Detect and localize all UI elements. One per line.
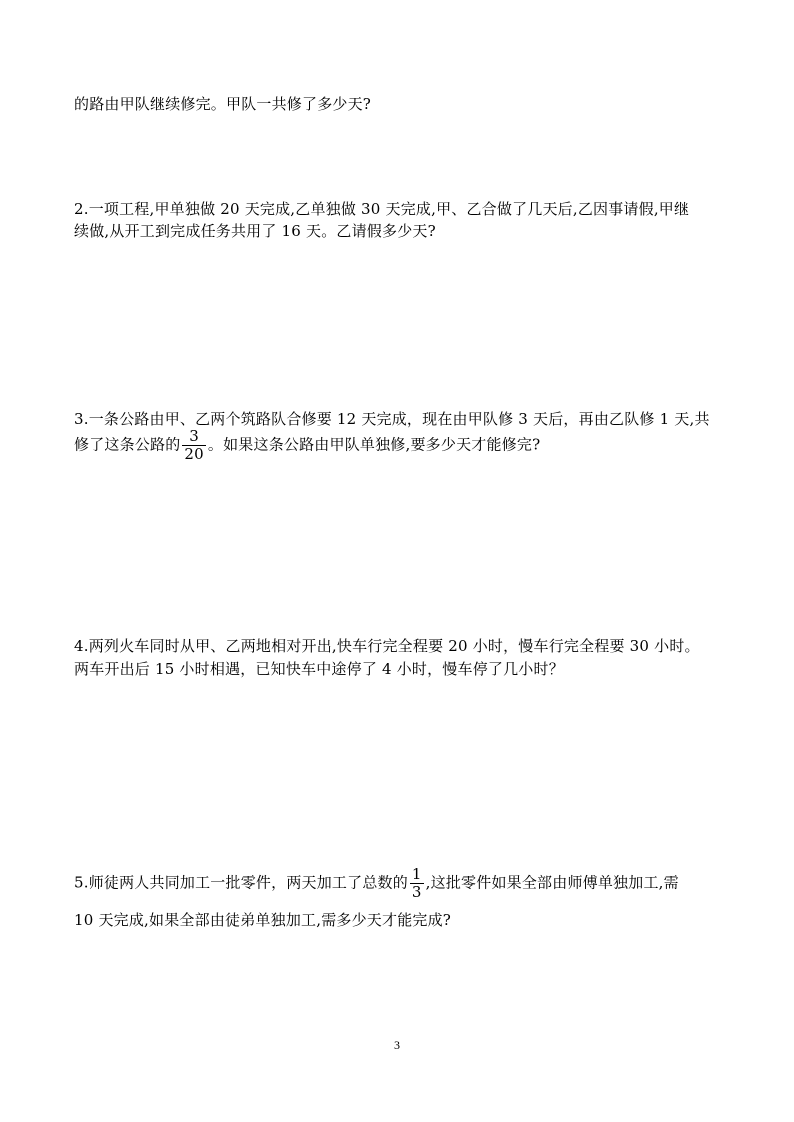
question-5-line-2: 10 天完成,如果全部由徒弟单独加工,需多少天才能完成? — [74, 911, 452, 929]
question-4-line-2: 两车开出后 15 小时相遇，已知快车中途停了 4 小时，慢车停了几小时？ — [74, 660, 564, 678]
fraction-1-3 — [410, 866, 424, 901]
question-5-line-1-after: ,这批零件如果全部由师傅单独加工,需 — [425, 873, 679, 892]
fraction-3-20 — [182, 428, 206, 463]
page-number: 3 — [394, 1038, 400, 1052]
question-2-line-1: 2.一项工程,甲单独做 20 天完成,乙单独做 30 天完成,甲、乙合做了几天后,乙因事请假,甲继 — [74, 200, 690, 218]
fraction-numerator: 1 — [411, 865, 422, 883]
question-4-line-1: 4.两列火车同时从甲、乙两地相对开出,快车行完全程要 20 小时，慢车行完全程要 30 小时。 — [74, 637, 700, 655]
fraction-numerator: 3 — [182, 428, 206, 446]
question-5-line-1-before: 5.师徒两人共同加工一批零件，两天加工了总数的 — [74, 873, 408, 892]
question-3-line-2 — [74, 428, 540, 463]
question-3-line-1: 3.一条公路由甲、乙两个筑路队合修要 12 天完成，现在由甲队修 3 天后，再由乙队修 1 天,共 — [74, 410, 710, 428]
question-2-line-2: 续做,从开工到完成任务共用了 16 天。乙请假多少天? — [74, 222, 436, 240]
fraction-denominator: 3 — [411, 883, 422, 901]
fraction-denominator: 20 — [184, 445, 204, 463]
question-5-line-1 — [74, 866, 679, 901]
question-3-line-2-after: 。如果这条公路由甲队单独修,要多少天才能修完? — [207, 435, 541, 454]
intro-text: 的路由甲队继续修完。甲队一共修了多少天? — [74, 95, 372, 113]
question-3-line-2-before: 修了这条公路的 — [74, 435, 181, 454]
